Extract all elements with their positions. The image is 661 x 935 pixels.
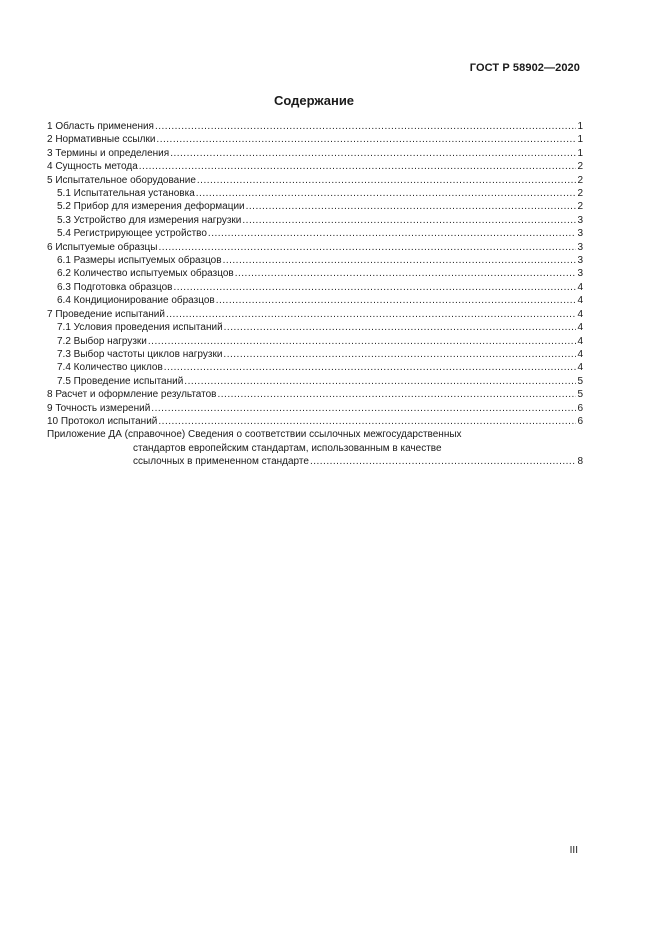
toc-entry-page: 5 [577,389,583,401]
toc-entry[interactable] [47,348,583,361]
toc-entry-label: 7.4 Количество циклов [57,362,163,374]
dot-leader [173,281,576,294]
toc-entry-label: 4 Сущность метода [47,161,138,173]
toc-entry[interactable] [47,267,583,280]
toc-entry-page: 6 [577,402,583,414]
annex-entry-line3[interactable] [47,455,583,468]
toc-entry-page: 4 [577,308,583,320]
toc-entry[interactable] [47,120,583,133]
toc-entry[interactable] [47,214,583,227]
dot-leader [158,241,576,254]
toc-entry-page: 5 [577,375,583,387]
toc-entry-page: 3 [577,268,583,280]
toc-entry-label: 7.5 Проведение испытаний [57,375,184,387]
toc-entry-label: 2 Нормативные ссылки [47,134,156,146]
toc-entry[interactable] [47,281,583,294]
toc-entry[interactable] [47,227,583,240]
dot-leader [235,267,577,280]
toc-entry-page: 4 [577,348,583,360]
toc-entry-label: 6.4 Кондиционирование образцов [57,295,215,307]
dot-leader [164,361,577,374]
toc-entry-label: 9 Точность измерений [47,402,151,414]
toc-entry-page: 4 [577,322,583,334]
toc-entry[interactable] [47,254,583,267]
toc-entry-page: 1 [577,134,583,146]
toc-entry[interactable] [47,200,583,213]
toc-entry-page: 1 [577,121,583,132]
toc-entry-page: 4 [577,295,583,307]
toc-entry-page: 4 [577,281,583,293]
toc-entry[interactable] [47,388,583,401]
toc-entry-label: 6 Испытуемые образцы [47,241,158,253]
dot-leader [246,200,577,213]
toc-entry-page: 4 [577,335,583,347]
dot-leader [223,254,577,267]
toc-entry-label: 6.2 Количество испытуемых образцов [57,268,234,280]
dot-leader [148,335,577,348]
toc-entry-label: 6.1 Размеры испытуемых образцов [57,255,222,267]
dot-leader [216,294,577,307]
dot-leader [218,388,577,401]
toc-entry[interactable] [47,321,583,334]
toc-entry-label: 5.2 Прибор для измерения деформации [57,201,245,213]
toc-entry[interactable] [47,308,583,321]
toc-entry[interactable] [47,241,583,254]
toc-entry[interactable] [47,415,583,428]
annex-entry-line2[interactable]: стандартов европейским стандартам, использованным в качестве [133,442,442,454]
toc-entry[interactable] [47,402,583,415]
document-code: ГОСТ Р 58902—2020 [469,62,580,74]
dot-leader [208,227,577,240]
dot-leader [155,120,576,133]
toc-entry-label: 7.3 Выбор частоты циклов нагрузки [57,348,223,360]
toc-entry-label: 7.1 Условия проведения испытаний [57,322,223,334]
table-of-contents [47,120,583,469]
toc-entry[interactable] [47,375,583,388]
page-number: III [569,845,578,856]
dot-leader [139,160,577,173]
page-title: Содержание [273,93,355,108]
toc-entry-label: 5.1 Испытательная установка [57,188,195,200]
annex-entry-line1[interactable]: Приложение ДА (справочное) Сведения о соответствии ссылочных межгосударственных [47,429,462,441]
toc-entry-page: 3 [577,255,583,267]
toc-entry-page: 3 [577,241,583,253]
toc-entry[interactable] [47,361,583,374]
dot-leader [196,187,577,200]
toc-entry-page: 4 [577,362,583,374]
toc-entry[interactable] [47,147,583,160]
toc-entry-label: 5.3 Устройство для измерения нагрузки [57,214,242,226]
dot-leader [242,214,576,227]
toc-entry-label: 5.4 Регистрирующее устройство [57,228,207,240]
dot-leader [223,348,576,361]
toc-entry-page: 3 [577,214,583,226]
toc-entry-label: 5 Испытательное оборудование [47,174,196,186]
toc-entry[interactable] [47,187,583,200]
toc-entry-page: 6 [577,415,583,427]
dot-leader [166,308,576,321]
toc-entry[interactable] [47,174,583,187]
toc-entry-label: 7.2 Выбор нагрузки [57,335,147,347]
toc-entry-label: 6.3 Подготовка образцов [57,281,173,293]
dot-leader [310,455,577,468]
toc-entry-page: 3 [577,228,583,240]
toc-entry-label: 8 Расчет и оформление результатов [47,389,217,401]
toc-entry-page: 8 [577,456,583,468]
toc-entry-page: 2 [577,174,583,186]
toc-entry[interactable] [47,294,583,307]
toc-entry-page: 1 [577,147,583,159]
toc-entries [47,120,583,428]
toc-entry-label: ссылочных в примененном стандарте [133,456,309,468]
dot-leader [170,147,576,160]
toc-entry-page: 2 [577,188,583,200]
toc-entry[interactable] [47,160,583,173]
toc-entry-page: 2 [577,201,583,213]
toc-entry-label: 10 Протокол испытаний [47,415,158,427]
toc-entry-page: 2 [577,161,583,173]
dot-leader [184,375,576,388]
dot-leader [224,321,577,334]
toc-entry[interactable] [47,133,583,146]
dot-leader [197,174,577,187]
toc-entry[interactable] [47,335,583,348]
dot-leader [156,133,576,146]
dot-leader [158,415,576,428]
toc-entry-label: 1 Область применения [47,121,154,132]
dot-leader [151,402,576,415]
toc-entry-label: 7 Проведение испытаний [47,308,165,320]
toc-entry-label: 3 Термины и определения [47,147,170,159]
